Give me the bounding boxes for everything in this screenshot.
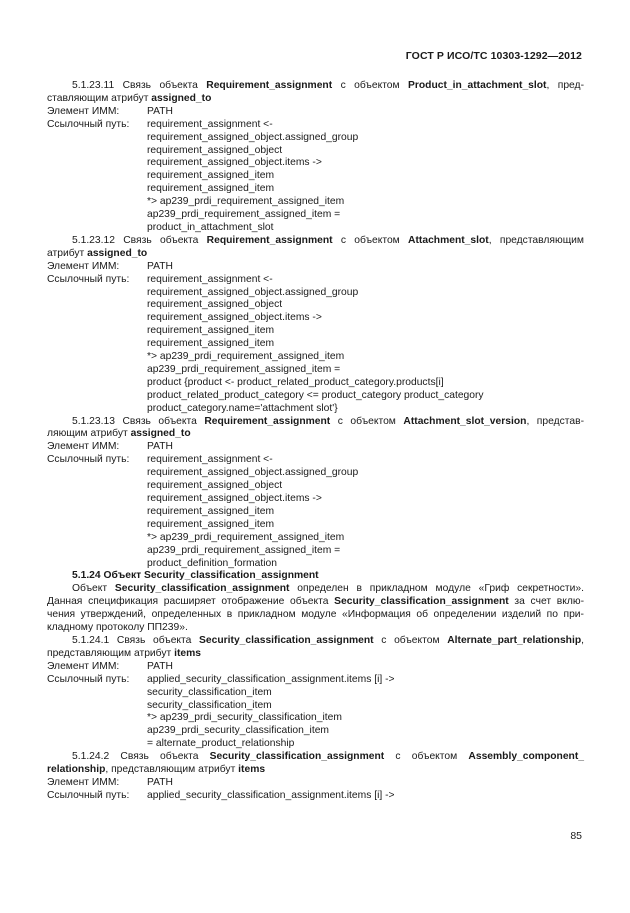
section-heading: 5.1.23.11 Связь объекта Requirement_assignment с объектом Product_in_attachment_slot, пред-: [72, 80, 584, 91]
paragraph-line: чения утверждений, определенных в прикладном модуле «Информация об определении изделий по при-: [47, 609, 584, 621]
path-line: requirement_assigned_object: [147, 144, 283, 156]
section-heading: 5.1.23.12 Связь объекта Requirement_assignment с объектом Attachment_slot, представляющим: [72, 234, 584, 246]
path-row: Ссылочный путь: requirement_assignment <-: [47, 454, 273, 466]
section-heading-cont: relationship, представляющим атрибут items: [47, 764, 266, 776]
path-line: requirement_assigned_object: [147, 299, 283, 311]
section-heading: 5.1.24.1 Связь объекта Security_classification_assignment с объектом Alternate_part_relationship,: [72, 634, 584, 646]
path-line: requirement_assigned_object.items ->: [147, 312, 322, 324]
path-line: = alternate_product_relationship: [147, 738, 295, 750]
path-line: ap239_prdi_requirement_assigned_item =: [147, 544, 341, 556]
path-line: *> ap239_prdi_requirement_assigned_item: [147, 531, 345, 543]
path-line: *> ap239_prdi_requirement_assigned_item: [147, 351, 345, 363]
path-line: requirement_assigned_object.assigned_group: [147, 131, 359, 143]
path-line: security_classification_item: [147, 699, 272, 711]
path-row: Ссылочный путь: requirement_assignment <-: [47, 118, 273, 130]
path-line: product {product <- product_related_product_category.products[i]: [147, 376, 444, 388]
page-header: ГОСТ Р ИСО/ТС 10303-1292—2012: [405, 50, 582, 62]
path-line: requirement_assigned_object.assigned_group: [147, 467, 359, 479]
path-row: Ссылочный путь: applied_security_classification_assignment.items [i] ->: [47, 673, 395, 685]
path-line: requirement_assigned_item: [147, 338, 275, 350]
path-line: security_classification_item: [147, 686, 272, 698]
section-heading-cont: ставляющим атрибут assigned_to: [47, 92, 212, 104]
section-heading-cont: атрибут assigned_to: [47, 247, 148, 259]
path-line: product_in_attachment_slot: [147, 221, 274, 233]
page-number: 85: [570, 830, 582, 842]
path-line: requirement_assigned_item: [147, 518, 275, 530]
path-line: product_definition_formation: [147, 557, 277, 569]
element-row: Элемент ИММ: PATH: [47, 660, 173, 672]
path-line: product_category.name='attachment slot'}: [147, 402, 338, 414]
element-row: Элемент ИММ: PATH: [47, 260, 173, 272]
path-line: requirement_assigned_object.items ->: [147, 493, 322, 504]
path-row: Ссылочный путь: requirement_assignment <-: [47, 273, 273, 285]
path-line: *> ap239_prdi_security_classification_item: [147, 712, 342, 724]
path-line: requirement_assigned_object: [147, 480, 283, 492]
element-row: Элемент ИММ: PATH: [47, 105, 173, 117]
paragraph-line: Объект Security_classification_assignment определен в прикладном модуле «Гриф секретности».: [72, 583, 584, 595]
path-line: requirement_assigned_object.items ->: [147, 157, 322, 169]
path-line: requirement_assigned_item: [147, 505, 275, 517]
path-row: Ссылочный путь: applied_security_classification_assignment.items [i] ->: [47, 789, 395, 801]
paragraph-line: кладному протоколу ПП239».: [47, 622, 188, 634]
section-heading-cont: ляющим атрибут assigned_to: [47, 428, 191, 440]
path-line: ap239_prdi_security_classification_item: [147, 725, 330, 737]
path-line: requirement_assigned_object.assigned_group: [147, 286, 359, 298]
path-line: requirement_assigned_item: [147, 170, 275, 182]
paragraph-line: Данная спецификация расширяет отображение объекта Security_classification_assignment за счет вклю-: [47, 596, 584, 608]
path-line: ap239_prdi_requirement_assigned_item =: [147, 363, 341, 375]
path-line: requirement_assigned_item: [147, 325, 275, 337]
path-line: *> ap239_prdi_requirement_assigned_item: [147, 196, 345, 208]
section-heading-cont: представляющим атрибут items: [47, 647, 201, 659]
path-line: product_related_product_category <= product_category product_category: [147, 389, 484, 401]
element-row: Элемент ИММ: PATH: [47, 441, 173, 453]
element-row: Элемент ИММ: PATH: [47, 776, 173, 788]
path-line: requirement_assigned_item: [147, 183, 275, 195]
page-content: [47, 80, 584, 803]
section-title: 5.1.24 Объект Security_classification_assignment: [72, 570, 319, 582]
path-line: ap239_prdi_requirement_assigned_item =: [147, 209, 341, 221]
section-heading: 5.1.23.13 Связь объекта Requirement_assignment с объектом Attachment_slot_version, представ-: [72, 415, 584, 427]
section-heading: 5.1.24.2 Связь объекта Security_classification_assignment с объектом Assembly_component_: [72, 751, 584, 763]
